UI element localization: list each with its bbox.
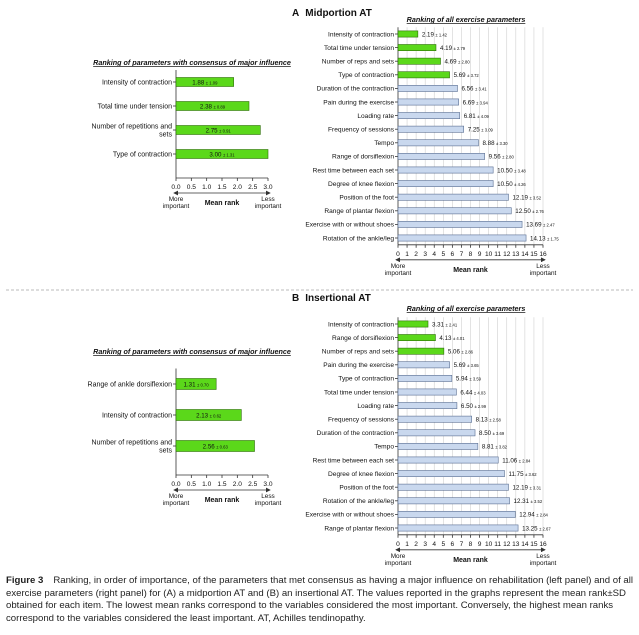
- left-bar-value: [196, 412, 222, 419]
- right-tick-label: 3: [423, 250, 428, 258]
- right-bar: [398, 140, 478, 146]
- right-bar: [398, 511, 515, 517]
- left-xlabel: Mean rank: [204, 200, 240, 207]
- right-tick-label: 15: [530, 250, 538, 258]
- right-tick-label: 1: [405, 540, 409, 548]
- right-category-label: Range of plantar flexion: [324, 208, 394, 216]
- right-bar: [398, 389, 456, 395]
- right-bar: [398, 31, 418, 37]
- right-bar: [398, 430, 475, 436]
- left-tick-label: 2.5: [248, 481, 258, 488]
- right-bar-value: [456, 376, 482, 383]
- right-bar: [398, 194, 508, 200]
- right-category-label: Type of contraction: [338, 375, 394, 383]
- right-category-label: Rest time between each set: [312, 457, 394, 465]
- left-tick-label: 2.0: [232, 184, 242, 191]
- right-category-label: Degree of knee flexion: [328, 470, 394, 478]
- right-bar-value: [432, 321, 458, 328]
- right-xlabel: Mean rank: [453, 556, 488, 564]
- right-bar-value: [479, 430, 505, 437]
- right-tick-label: 7: [459, 540, 464, 548]
- right-bar-sd: ± 4.26: [514, 181, 526, 187]
- right-bar-sd: ± 3.52: [530, 499, 543, 505]
- right-bar-mean: 6.81: [463, 112, 476, 120]
- right-bar: [398, 457, 498, 463]
- left-tick-label: 3.0: [263, 481, 273, 488]
- right-tick-label: 9: [477, 540, 482, 548]
- right-bar: [398, 416, 472, 422]
- right-category-label: Total time under tension: [323, 389, 394, 397]
- right-chart: [305, 15, 559, 277]
- right-more-important-label: important: [384, 269, 412, 277]
- right-bar-mean: 12.31: [513, 498, 530, 506]
- left-category-label: Type of contraction: [112, 151, 172, 159]
- right-chart: [305, 304, 556, 567]
- right-chart-title: Ranking of all exercise parameters: [406, 15, 526, 24]
- left-category-label: Range of ankle dorsiflexion: [87, 381, 172, 389]
- right-tick-label: 0: [396, 250, 400, 258]
- panel-heading: [292, 8, 372, 19]
- right-bar-value: [468, 127, 494, 134]
- left-more-important-label: More: [168, 493, 184, 500]
- right-tick-label: 16: [539, 250, 547, 258]
- left-less-important-label: Less: [261, 196, 275, 203]
- right-tick-label: 14: [521, 540, 529, 548]
- right-category-label: Tempo: [374, 443, 394, 451]
- left-bar-sd: ± 0.62: [209, 413, 222, 419]
- left-tick-label: 2.5: [248, 184, 258, 191]
- right-less-important-label: Less: [536, 552, 550, 560]
- right-bar-mean: 4.69: [444, 58, 457, 66]
- left-category-label: Intensity of contraction: [101, 412, 172, 420]
- right-tick-label: 12: [503, 250, 511, 258]
- right-bar: [398, 99, 459, 105]
- right-bar-value: [439, 335, 465, 342]
- right-tick-label: 13: [512, 540, 520, 548]
- right-category-label: Exercise with or without shoes: [305, 511, 394, 519]
- right-bar-value: [508, 471, 537, 478]
- left-less-important-label: Less: [261, 493, 275, 500]
- right-bar-sd: ± 2.99: [474, 403, 487, 409]
- right-bar-mean: 13.69: [526, 221, 542, 229]
- left-bar-sd: ± 1.09: [205, 80, 218, 86]
- right-bar-mean: 5.06: [447, 348, 460, 356]
- right-bar-sd: ± 3.59: [469, 376, 482, 382]
- left-tick-label: 1.0: [202, 184, 212, 191]
- left-bar-value: [206, 127, 232, 134]
- right-category-label: Pain during the exercise: [323, 99, 394, 107]
- right-bar-sd: ± 4.01: [452, 335, 465, 341]
- right-bar: [398, 45, 436, 51]
- right-tick-label: 5: [441, 540, 446, 548]
- right-bar-mean: 9.56: [488, 153, 501, 161]
- right-tick-label: 2: [414, 540, 418, 548]
- left-bar-mean: 2.75: [205, 127, 218, 135]
- right-tick-label: 14: [521, 250, 529, 258]
- right-less-important-label: Less: [536, 262, 550, 270]
- right-category-label: Type of contraction: [338, 72, 394, 80]
- right-bar-value: [422, 31, 448, 38]
- right-bar-value: [454, 362, 480, 369]
- left-bar-sd: ± 0.63: [216, 444, 228, 450]
- left-category-label: Intensity of contraction: [101, 79, 172, 87]
- left-bar-value: [192, 79, 218, 86]
- panel-heading: [292, 293, 371, 304]
- left-bar-sd: ± 1.31: [222, 152, 235, 158]
- right-bar-value: [463, 99, 489, 106]
- right-bar-mean: 6.50: [460, 402, 473, 410]
- left-tick-label: 1.5: [217, 184, 227, 191]
- right-bar-value: [512, 485, 541, 492]
- left-more-important-label: More: [168, 196, 184, 203]
- right-category-label: Rotation of the ankle/leg: [322, 235, 394, 243]
- right-bar-sd: ± 3.41: [474, 86, 487, 92]
- left-bar-value: [209, 151, 235, 158]
- right-category-label: Number of reps and sets: [321, 58, 394, 66]
- right-tick-label: 4: [432, 540, 437, 548]
- right-tick-label: 16: [539, 540, 547, 548]
- right-category-label: Exercise with or without shoes: [305, 221, 394, 229]
- right-bar-sd: ± 3.82: [495, 444, 508, 450]
- right-bar-value: [460, 389, 486, 396]
- right-bar-mean: 6.56: [461, 85, 474, 93]
- right-bar-sd: ± 3.69: [492, 431, 505, 437]
- left-chart-title: Ranking of parameters with consensus of major influence: [93, 347, 291, 356]
- left-category-label: Total time under tension: [97, 103, 172, 111]
- right-chart-title: Ranking of all exercise parameters: [406, 304, 526, 313]
- right-bar-sd: ± 1.42: [435, 32, 448, 38]
- right-category-label: Range of plantar flexion: [324, 525, 394, 533]
- right-bar-sd: ± 4.09: [477, 113, 489, 119]
- left-chart-title: Ranking of parameters with consensus of major influence: [93, 58, 291, 67]
- right-tick-label: 11: [494, 250, 502, 258]
- panel-a: [91, 8, 559, 277]
- right-bar: [398, 58, 441, 64]
- panel-b: [88, 293, 557, 567]
- right-tick-label: 8: [468, 250, 473, 258]
- right-category-label: Duration of the contraction: [316, 85, 394, 93]
- right-bar: [398, 126, 464, 132]
- left-tick-label: 0.0: [171, 184, 181, 191]
- right-category-label: Intensity of contraction: [328, 321, 394, 329]
- left-bar-value: [200, 103, 226, 110]
- left-category-label: Number of repetitions and: [91, 439, 172, 447]
- right-tick-label: 2: [414, 250, 418, 258]
- right-bar-value: [497, 167, 526, 174]
- left-tick-label: 0.5: [186, 184, 196, 191]
- right-bar-value: [489, 154, 515, 161]
- right-bar-mean: 6.44: [460, 389, 473, 397]
- right-bar-value: [515, 208, 544, 215]
- right-bar-value: [519, 512, 548, 519]
- right-bar-mean: 7.25: [467, 126, 480, 134]
- right-bar-value: [461, 86, 487, 93]
- right-bar-value: [514, 498, 543, 505]
- left-tick-label: 0.0: [171, 481, 181, 488]
- right-bar-value: [497, 181, 526, 188]
- left-tick-label: 3.0: [263, 184, 273, 191]
- right-category-label: Frequency of sessions: [328, 126, 394, 134]
- right-bar: [398, 471, 504, 477]
- right-bar: [398, 348, 444, 354]
- right-tick-label: 10: [484, 250, 493, 258]
- right-category-label: Degree of knee flexion: [328, 180, 394, 188]
- right-category-label: Total time under tension: [323, 44, 394, 52]
- right-bar-value: [526, 222, 555, 229]
- left-bar-mean: 2.38: [199, 103, 212, 111]
- right-bar: [398, 484, 508, 490]
- left-category-label: sets: [159, 131, 172, 139]
- right-tick-label: 6: [450, 250, 455, 258]
- right-bar-sd: ± 2.80: [458, 59, 470, 65]
- right-bar: [398, 72, 450, 78]
- right-bar-value: [454, 72, 480, 79]
- right-bar-mean: 8.13: [475, 416, 488, 424]
- right-bar-sd: ± 3.30: [496, 141, 508, 147]
- right-bar-value: [461, 403, 487, 410]
- right-tick-label: 6: [450, 540, 455, 548]
- right-bar-sd: ± 2.84: [518, 458, 531, 464]
- right-tick-label: 5: [441, 250, 446, 258]
- right-bar-sd: ± 2.76: [532, 209, 544, 215]
- right-bar-sd: ± 3.48: [514, 168, 526, 174]
- figure-caption: [6, 575, 636, 625]
- right-bar-mean: 11.06: [502, 457, 518, 465]
- left-more-important-label: important: [162, 500, 190, 507]
- right-bar: [398, 235, 526, 241]
- left-chart: [88, 347, 291, 507]
- right-bar-sd: ± 2.86: [461, 349, 474, 355]
- left-bar-mean: 2.56: [202, 443, 215, 451]
- right-xlabel: Mean rank: [453, 266, 488, 274]
- left-tick-label: 2.0: [232, 481, 242, 488]
- right-bar-sd: ± 3.94: [476, 100, 488, 106]
- right-tick-label: 1: [405, 250, 409, 258]
- left-bar-value: [184, 381, 210, 388]
- right-bar-sd: ± 3.65: [467, 363, 479, 369]
- right-tick-label: 4: [432, 250, 437, 258]
- right-bar: [398, 335, 435, 341]
- panel-title: Insertional AT: [305, 293, 371, 304]
- right-bar-mean: 10.50: [497, 167, 513, 175]
- right-more-important-label: More: [390, 552, 406, 560]
- right-bar-mean: 11.75: [508, 470, 524, 478]
- right-tick-label: 15: [530, 540, 538, 548]
- right-bar: [398, 221, 522, 227]
- right-bar-sd: ± 3.52: [529, 195, 542, 201]
- right-category-label: Number of reps and sets: [321, 348, 394, 356]
- left-bar-value: [203, 443, 229, 450]
- right-category-label: Range of dorsiflexion: [332, 153, 394, 161]
- left-bar-sd: ± 0.70: [197, 382, 209, 388]
- left-xlabel: Mean rank: [204, 497, 240, 504]
- right-bar: [398, 362, 450, 368]
- right-tick-label: 9: [477, 250, 482, 258]
- right-category-label: Rotation of the ankle/leg: [322, 498, 394, 506]
- right-category-label: Tempo: [374, 140, 394, 148]
- right-bar: [398, 525, 518, 531]
- right-more-important-label: important: [384, 559, 412, 567]
- right-tick-label: 11: [494, 540, 502, 548]
- right-bar-value: [502, 457, 531, 464]
- right-bar: [398, 208, 511, 214]
- right-category-label: Position of the foot: [339, 194, 394, 202]
- right-tick-label: 7: [459, 250, 464, 258]
- right-bar-mean: 3.31: [431, 321, 445, 329]
- right-bar-mean: 8.88: [482, 140, 495, 148]
- right-bar-sd: ± 2.58: [489, 417, 501, 423]
- right-category-label: Pain during the exercise: [323, 362, 394, 370]
- right-bar-mean: 5.69: [453, 72, 466, 80]
- right-bar-value: [440, 45, 466, 52]
- right-bar-mean: 10.50: [497, 180, 513, 188]
- left-bar-mean: 1.88: [192, 79, 205, 87]
- right-bar-sd: ± 2.47: [543, 222, 555, 228]
- right-bar-mean: 12.50: [515, 208, 531, 216]
- left-category-label: sets: [159, 447, 172, 455]
- caption-label: Figure 3: [6, 575, 44, 586]
- right-category-label: Intensity of contraction: [328, 31, 394, 39]
- right-bar: [398, 498, 510, 504]
- right-bar-sd: ± 2.79: [453, 45, 466, 51]
- right-category-label: Duration of the contraction: [316, 430, 394, 438]
- right-category-label: Frequency of sessions: [328, 416, 394, 424]
- left-bar-sd: ± 0.89: [213, 104, 226, 110]
- left-tick-label: 1.5: [217, 481, 227, 488]
- right-bar: [398, 153, 485, 159]
- right-bar-mean: 2.19: [421, 31, 434, 39]
- right-bar: [398, 85, 457, 91]
- right-bar-value: [464, 113, 490, 120]
- right-tick-label: 3: [423, 540, 428, 548]
- right-bar-value: [482, 444, 508, 451]
- left-less-important-label: important: [254, 500, 282, 507]
- right-bar-mean: 12.19: [512, 484, 528, 492]
- right-bar-sd: ± 2.84: [536, 512, 548, 518]
- right-bar-sd: ± 3.62: [525, 471, 537, 477]
- right-bar-mean: 12.94: [519, 511, 535, 519]
- right-bar-mean: 14.13: [530, 235, 546, 243]
- right-category-label: Loading rate: [357, 112, 394, 120]
- right-category-label: Rest time between each set: [312, 167, 394, 175]
- right-bar-value: [445, 59, 471, 66]
- panel-letter: B: [292, 293, 300, 304]
- right-bar-mean: 5.94: [455, 375, 468, 383]
- left-chart: [91, 58, 290, 210]
- right-tick-label: 8: [468, 540, 473, 548]
- right-bar: [398, 181, 493, 187]
- panel-title: Midportion AT: [305, 8, 372, 19]
- right-bar-sd: ± 2.80: [502, 154, 514, 160]
- left-bar-mean: 2.13: [196, 412, 209, 420]
- left-less-important-label: important: [254, 203, 282, 210]
- left-tick-label: 0.5: [186, 481, 196, 488]
- right-category-label: Loading rate: [357, 402, 394, 410]
- left-tick-label: 1.0: [202, 481, 212, 488]
- right-bar-mean: 5.69: [453, 362, 466, 370]
- left-more-important-label: important: [162, 203, 190, 210]
- right-tick-label: 0: [396, 540, 400, 548]
- right-bar-value: [512, 195, 541, 202]
- right-bar-sd: ± 3.09: [481, 127, 493, 133]
- left-bar-sd: ± 0.91: [219, 128, 231, 134]
- right-bar-value: [482, 140, 508, 147]
- right-tick-label: 13: [512, 250, 520, 258]
- right-bar-value: [522, 525, 551, 532]
- right-bar-mean: 6.69: [462, 99, 475, 107]
- right-bar: [398, 321, 428, 327]
- left-category-label: Number of repetitions and: [91, 123, 172, 131]
- right-more-important-label: More: [390, 262, 406, 270]
- right-bar: [398, 113, 460, 119]
- right-bar-mean: 8.81: [481, 443, 494, 451]
- right-bar: [398, 403, 457, 409]
- panel-letter: A: [292, 8, 300, 19]
- right-bar-sd: ± 2.41: [445, 322, 458, 328]
- right-bar-sd: ± 2.67: [539, 526, 551, 532]
- left-bar-mean: 1.31: [183, 381, 196, 389]
- right-less-important-label: important: [529, 269, 557, 277]
- right-bar-mean: 4.13: [439, 334, 452, 342]
- right-bar-mean: 4.19: [439, 44, 453, 52]
- caption-text: Ranking, in order of importance, of the parameters that met consensus as having a major influence on rehabilitation (left panel) and of all exercise parameters (right panel) for (A) a midportion AT and (B) an insertional AT. The values reported in the graphs represent the mean rank±SD obtained for each item. The lowest mean ranks correspond to the variables considered the most important. Conversely, the highest mean ranks correspond to the variables considered the least important. AT, Achilles tendinopathy.: [6, 575, 634, 624]
- right-bar-sd: ± 3.72: [467, 73, 479, 79]
- right-tick-label: 12: [503, 540, 511, 548]
- right-bar-value: [530, 235, 559, 242]
- right-bar: [398, 167, 493, 173]
- right-category-label: Range of dorsiflexion: [332, 334, 394, 342]
- right-tick-label: 10: [484, 540, 493, 548]
- left-bar-mean: 3.00: [209, 151, 222, 159]
- right-bar: [398, 443, 478, 449]
- right-bar-value: [476, 417, 502, 424]
- right-bar-sd: ± 4.03: [473, 390, 486, 396]
- right-less-important-label: important: [529, 559, 557, 567]
- right-bar-value: [448, 349, 474, 356]
- right-bar-mean: 12.19: [512, 194, 528, 202]
- right-category-label: Position of the foot: [339, 484, 394, 492]
- right-bar-mean: 13.25: [522, 525, 538, 533]
- right-bar-sd: ± 1.75: [547, 236, 559, 242]
- right-bar-sd: ± 3.31: [529, 485, 542, 491]
- right-bar: [398, 375, 452, 381]
- right-bar-mean: 8.50: [479, 430, 492, 438]
